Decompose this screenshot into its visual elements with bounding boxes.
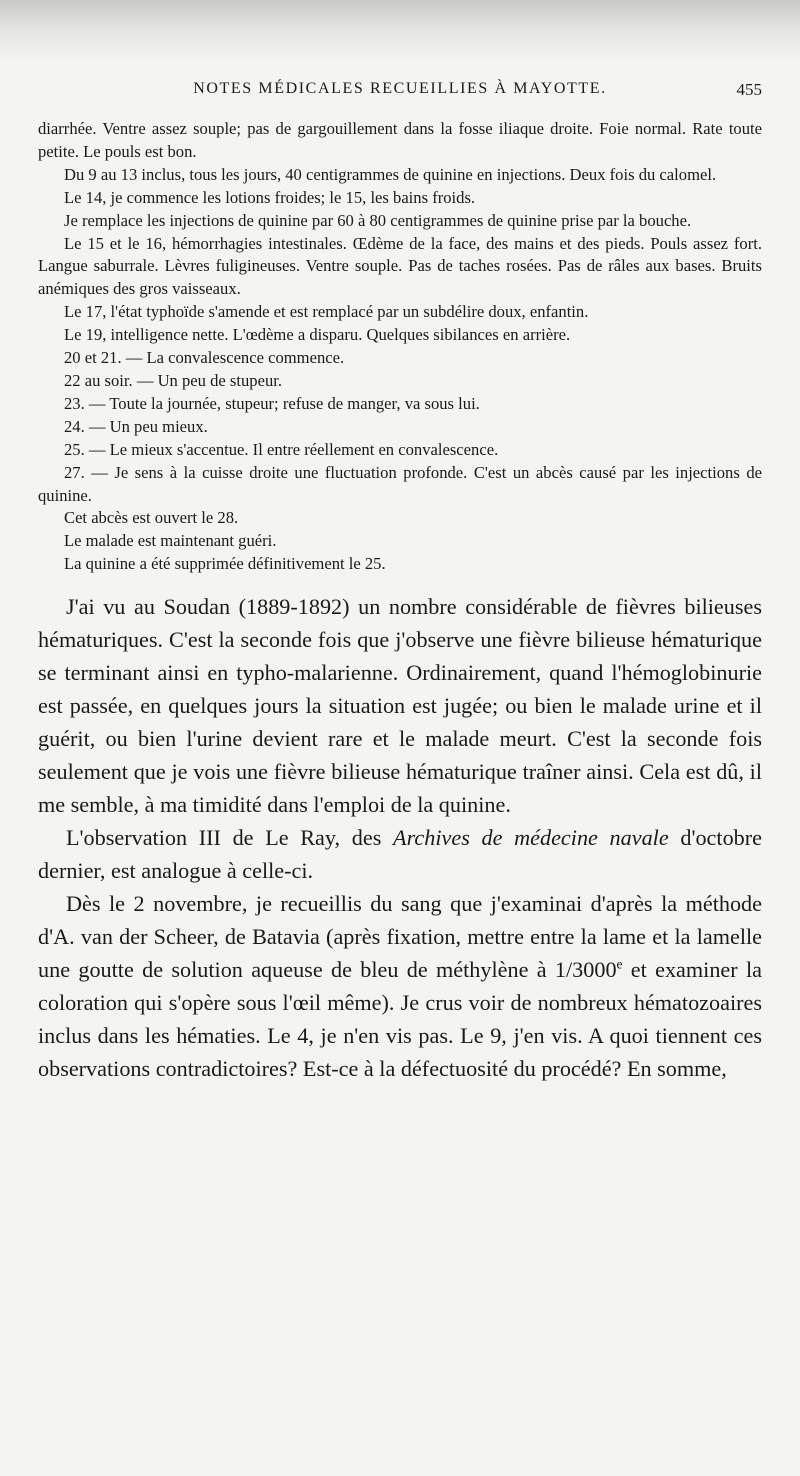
case-note: 23. — Toute la journée, stupeur; refuse de manger, va sous lui. bbox=[64, 393, 480, 413]
journal-title: Archives de médecine navale bbox=[393, 825, 669, 851]
case-note: 27. — Je sens à la cuisse droite une fluctuation profonde. C'est un abcès causé par les injections de quinine. bbox=[38, 462, 762, 505]
case-note: Le malade est maintenant guéri. bbox=[64, 531, 277, 551]
case-note: diarrhée. Ventre assez souple; pas de gargouillement dans la fosse iliaque droite. Foie normal. Rate toute petite. Le pouls est bon. bbox=[38, 119, 762, 161]
case-note: 24. — Un peu mieux. bbox=[64, 416, 208, 436]
case-note: Le 19, intelligence nette. L'œdème a disparu. Quelques sibilances en arrière. bbox=[64, 325, 571, 345]
scan-top-edge bbox=[0, 0, 800, 62]
case-note: Le 15 et le 16, hémorrhagies intestinales. Œdème de la face, des mains et des pieds. Pouls assez fort. Langue saburrale. Lèvres fuligineuses. Ventre souple. Pas de taches rosées. Pas de râles aux bases. Bruits anémiques des gros vaisseaux. bbox=[38, 233, 762, 299]
paragraph-le-ray-end: d'octobre dernier, est analogue à celle-ci. bbox=[38, 825, 762, 884]
case-notes bbox=[38, 118, 762, 576]
page-number: 455 bbox=[736, 80, 762, 99]
body-text bbox=[38, 590, 762, 1085]
case-note: 25. — Le mieux s'accentue. Il entre réellement en convalescence. bbox=[64, 439, 499, 459]
case-note: Je remplace les injections de quinine par 60 à 80 centigrammes de quinine prise par la bouche. bbox=[64, 210, 692, 230]
case-note: 20 et 21. — La convalescence commence. bbox=[64, 348, 345, 368]
paragraph-soudan: J'ai vu au Soudan (1889-1892) un nombre considérable de fièvres bilieuses hématuriques. C'est la seconde fois que j'observe une fièvre bilieuse hématurique se terminant ainsi en typho-malarienne. Ordinairement, quand l'hémoglobinurie est passée, en quelques jours la situation est jugée; ou bien le malade urine et il guérit, ou bien l'urine devient rare et le malade meurt. C'est la seconde fois seulement que je vois une fièvre bilieuse hématurique traîner ainsi. Cela est dû, il me semble, à ma timidité dans l'emploi de la quinine. bbox=[38, 594, 762, 818]
running-head bbox=[38, 80, 762, 110]
case-note: La quinine a été supprimée définitivement le 25. bbox=[64, 554, 386, 574]
paragraph-blood-exam-end: et examiner la coloration qui s'opère sous l'œil même). Je crus voir de nombreux hématozoaires inclus dans les hématies. Le 4, je n'en vis pas. Le 9, j'en vis. A quoi tiennent ces observations contradictoires? Est-ce à la défectuosité du procédé? En somme, bbox=[38, 957, 762, 1082]
case-note: Le 17, l'état typhoïde s'amende et est remplacé par un subdélire doux, enfantin. bbox=[64, 302, 589, 322]
paragraph-le-ray bbox=[38, 821, 762, 887]
paragraph-blood-exam bbox=[38, 887, 762, 1085]
running-title: NOTES MÉDICALES RECUEILLIES À MAYOTTE. bbox=[193, 80, 607, 97]
paragraph-le-ray-start: L'observation III de Le Ray, des bbox=[66, 825, 394, 851]
book-page bbox=[38, 80, 762, 1085]
case-note: 22 au soir. — Un peu de stupeur. bbox=[64, 370, 282, 390]
paragraph-blood-exam-start: Dès le 2 novembre, je recueillis du sang que j'examinai d'après la méthode d'A. van der Scheer, de Batavia (après fixation, mettre entre la lame et la lamelle une goutte de solution aqueuse de bleu de méthylène à 1/3000 bbox=[38, 891, 762, 983]
ordinal-superscript: e bbox=[616, 956, 623, 972]
case-note: Le 14, je commence les lotions froides; le 15, les bains froids. bbox=[64, 187, 476, 207]
case-note: Cet abcès est ouvert le 28. bbox=[64, 508, 239, 528]
case-note: Du 9 au 13 inclus, tous les jours, 40 centigrammes de quinine en injections. Deux fois du calomel. bbox=[64, 164, 717, 184]
